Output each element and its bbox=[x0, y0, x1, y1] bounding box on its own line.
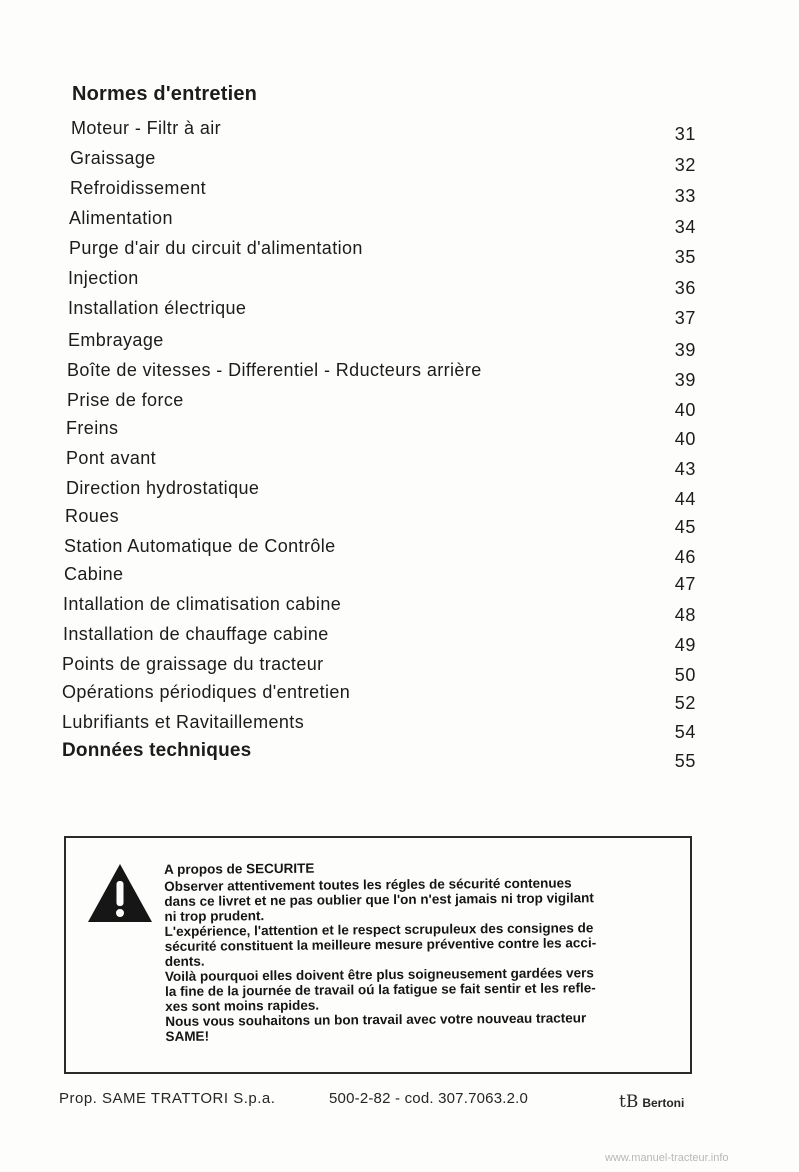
toc-entry-page: 52 bbox=[674, 693, 696, 713]
toc-entry-label: Purge d'air du circuit d'alimentation bbox=[69, 238, 363, 258]
toc-entry bbox=[60, 740, 700, 770]
toc-entry-label: Boîte de vitesses - Differentiel - Rducteurs arrière bbox=[67, 360, 482, 380]
toc-entry-page: 44 bbox=[674, 489, 696, 509]
toc-entry bbox=[60, 268, 700, 298]
toc-entry-label: Intallation de climatisation cabine bbox=[63, 594, 342, 614]
toc-entry bbox=[60, 448, 700, 478]
safety-line: xes sont moins rapides. bbox=[165, 997, 320, 1014]
toc-entry-label: Cabine bbox=[64, 564, 124, 584]
toc-entry-page: 35 bbox=[674, 247, 696, 267]
watermark: www.manuel-tracteur.info bbox=[605, 1152, 729, 1164]
toc-entry-page: 36 bbox=[674, 278, 696, 298]
toc-entry-page: 31 bbox=[674, 124, 696, 144]
toc-entry-page: 40 bbox=[674, 429, 696, 449]
toc-entry-page: 46 bbox=[674, 547, 696, 567]
toc-entry-label: Alimentation bbox=[69, 208, 173, 228]
toc-entry-label: Roues bbox=[65, 506, 120, 526]
toc-entry-label: Prise de force bbox=[67, 390, 184, 410]
printer-name: Bertoni bbox=[642, 1096, 685, 1110]
footer-code: 500-2-82 - cod. 307.7063.2.0 bbox=[329, 1090, 529, 1107]
toc-entry-label: Embrayage bbox=[68, 330, 164, 350]
toc-entry bbox=[60, 208, 700, 238]
toc-entry-page: 54 bbox=[674, 722, 696, 742]
toc-entry-page: 39 bbox=[674, 340, 696, 360]
safety-line: la fine de la journée de travail oú la fatigue se fait sentir et les refle- bbox=[165, 980, 596, 999]
toc-entry-page: 32 bbox=[674, 155, 696, 175]
toc-entry bbox=[60, 360, 700, 390]
toc-entry bbox=[60, 418, 700, 448]
toc-entry-label: Opérations périodiques d'entretien bbox=[62, 682, 351, 702]
toc-entry bbox=[60, 178, 700, 208]
toc-entry-label: Points de graissage du tracteur bbox=[62, 654, 324, 674]
toc-entry bbox=[60, 594, 700, 624]
safety-line: dents. bbox=[164, 953, 205, 969]
toc-entry-label: Graissage bbox=[70, 148, 156, 168]
toc-entry bbox=[60, 682, 700, 712]
toc-entry-label: Moteur - Filtr à air bbox=[71, 118, 222, 138]
toc-entry-page: 33 bbox=[674, 186, 696, 206]
toc-entry-page: 50 bbox=[674, 665, 696, 685]
toc-entry bbox=[60, 390, 700, 420]
toc-entry-label: Freins bbox=[66, 418, 119, 438]
printer-credit bbox=[619, 1092, 684, 1112]
toc-entry-label: Direction hydrostatique bbox=[66, 478, 260, 498]
toc-entry-label: Installation de chauffage cabine bbox=[63, 624, 329, 644]
safety-title: A propos de SECURITE bbox=[164, 860, 315, 877]
toc-entry-page: 55 bbox=[674, 751, 696, 771]
toc-heading: Normes d'entretien bbox=[72, 83, 258, 105]
toc-entry-page: 47 bbox=[674, 574, 696, 594]
safety-line: dans ce livret et ne pas oublier que l'on n'est jamais ni trop vigilant bbox=[164, 890, 594, 909]
toc-entry-label: Refroidissement bbox=[70, 178, 207, 198]
footer-proprietor: Prop. SAME TRATTORI S.p.a. bbox=[59, 1090, 276, 1107]
toc-entry-label: Pont avant bbox=[66, 448, 157, 468]
safety-line: Nous vous souhaitons un bon travail avec votre nouveau tracteur bbox=[165, 1010, 587, 1029]
toc-entry bbox=[60, 330, 700, 360]
toc-entry-page: 40 bbox=[674, 400, 696, 420]
toc-entry bbox=[60, 238, 700, 268]
page-footer bbox=[59, 1090, 699, 1112]
toc-entry-label: Injection bbox=[68, 268, 139, 288]
toc-entry-label: Station Automatique de Contrôle bbox=[64, 536, 336, 556]
toc-entry bbox=[60, 536, 700, 566]
toc-entry bbox=[60, 712, 700, 742]
toc-entry-page: 39 bbox=[674, 370, 696, 390]
printer-logo: tB bbox=[619, 1092, 639, 1112]
warning-triangle-icon bbox=[86, 862, 154, 924]
toc-entry-page: 49 bbox=[674, 635, 696, 655]
safety-line: Voilà pourquoi elles doivent être plus soigneusement gardées vers bbox=[164, 965, 594, 984]
toc-entry-page: 45 bbox=[674, 517, 696, 537]
safety-line: Observer attentivement toutes les régles de sécurité contenues bbox=[164, 875, 572, 894]
toc-entry-label: Installation électrique bbox=[68, 298, 247, 318]
safety-line: SAME! bbox=[165, 1028, 210, 1044]
safety-line: L'expérience, l'attention et le respect scrupuleux des consignes de bbox=[164, 920, 594, 939]
toc-entry bbox=[60, 624, 700, 654]
toc-entry bbox=[60, 148, 700, 178]
toc-entry-page: 34 bbox=[674, 217, 696, 237]
toc-entry bbox=[60, 478, 700, 508]
toc-entry-page: 37 bbox=[674, 308, 696, 328]
toc-entry bbox=[60, 298, 700, 328]
safety-line: ni trop prudent. bbox=[164, 908, 265, 924]
toc-entry bbox=[60, 654, 700, 684]
safety-notice-box bbox=[64, 836, 692, 1074]
toc-entry bbox=[60, 506, 700, 536]
safety-line: sécurité constituent la meilleure mesure préventive contre les acci- bbox=[164, 935, 597, 954]
toc-entry-label: Lubrifiants et Ravitaillements bbox=[62, 712, 305, 732]
toc-entry bbox=[60, 564, 700, 594]
safety-text bbox=[164, 858, 676, 1044]
toc-entry bbox=[60, 118, 700, 148]
toc-entry-label: Données techniques bbox=[62, 740, 252, 761]
toc-entry-page: 48 bbox=[674, 605, 696, 625]
toc-entry-page: 43 bbox=[674, 459, 696, 479]
